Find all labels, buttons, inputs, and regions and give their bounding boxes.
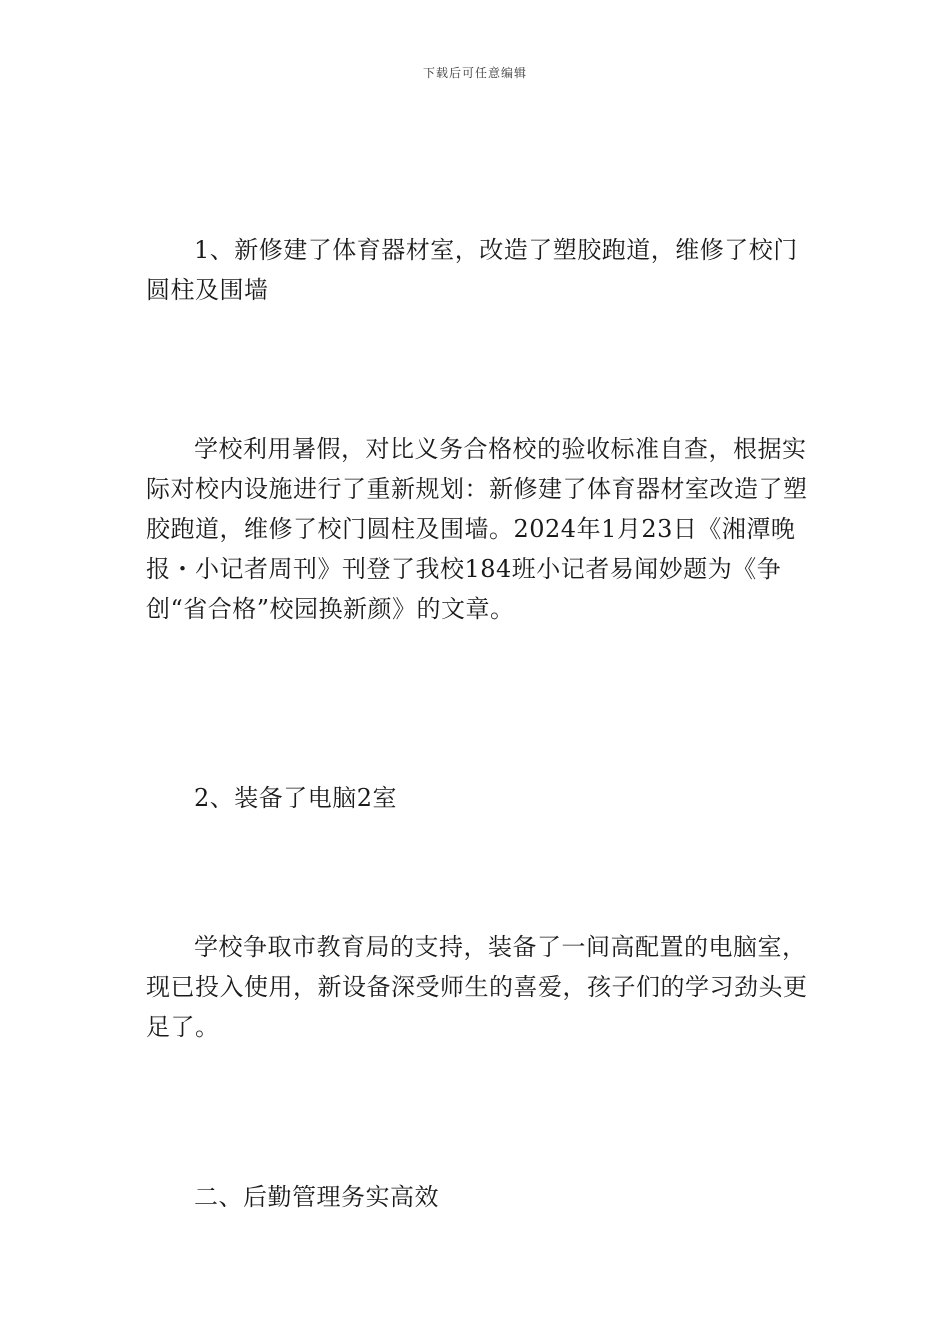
paragraph-section-1-body: 学校利用暑假，对比义务合格校的验收标准自查，根据实际对校内设施进行了重新规划：新修建了体育器材室改造了塑胶跑道，维修了校门圆柱及围墙。2024年1月23日《湘潭晚报・小记者周刊》刊登了我校184班小记者易闻妙题为《争创“省合格”校园换新颜》的文章。 [146,435,808,623]
paragraph-section-2-body: 学校争取市教育局的支持，装备了一间高配置的电脑室，现已投入使用，新设备深受师生的喜爱，孩子们的学习劲头更足了。 [146,933,808,1041]
page-header: 下载后可任意编辑 [422,66,527,80]
paragraph-chapter-2-heading: 二、后勤管理务实高效 [194,1183,439,1211]
paragraph-section-1-heading: 1、新修建了体育器材室，改造了塑胶跑道，维修了校门圆柱及围墙 [146,236,798,304]
paragraph-section-2-heading: 2、装备了电脑2室 [194,784,398,812]
